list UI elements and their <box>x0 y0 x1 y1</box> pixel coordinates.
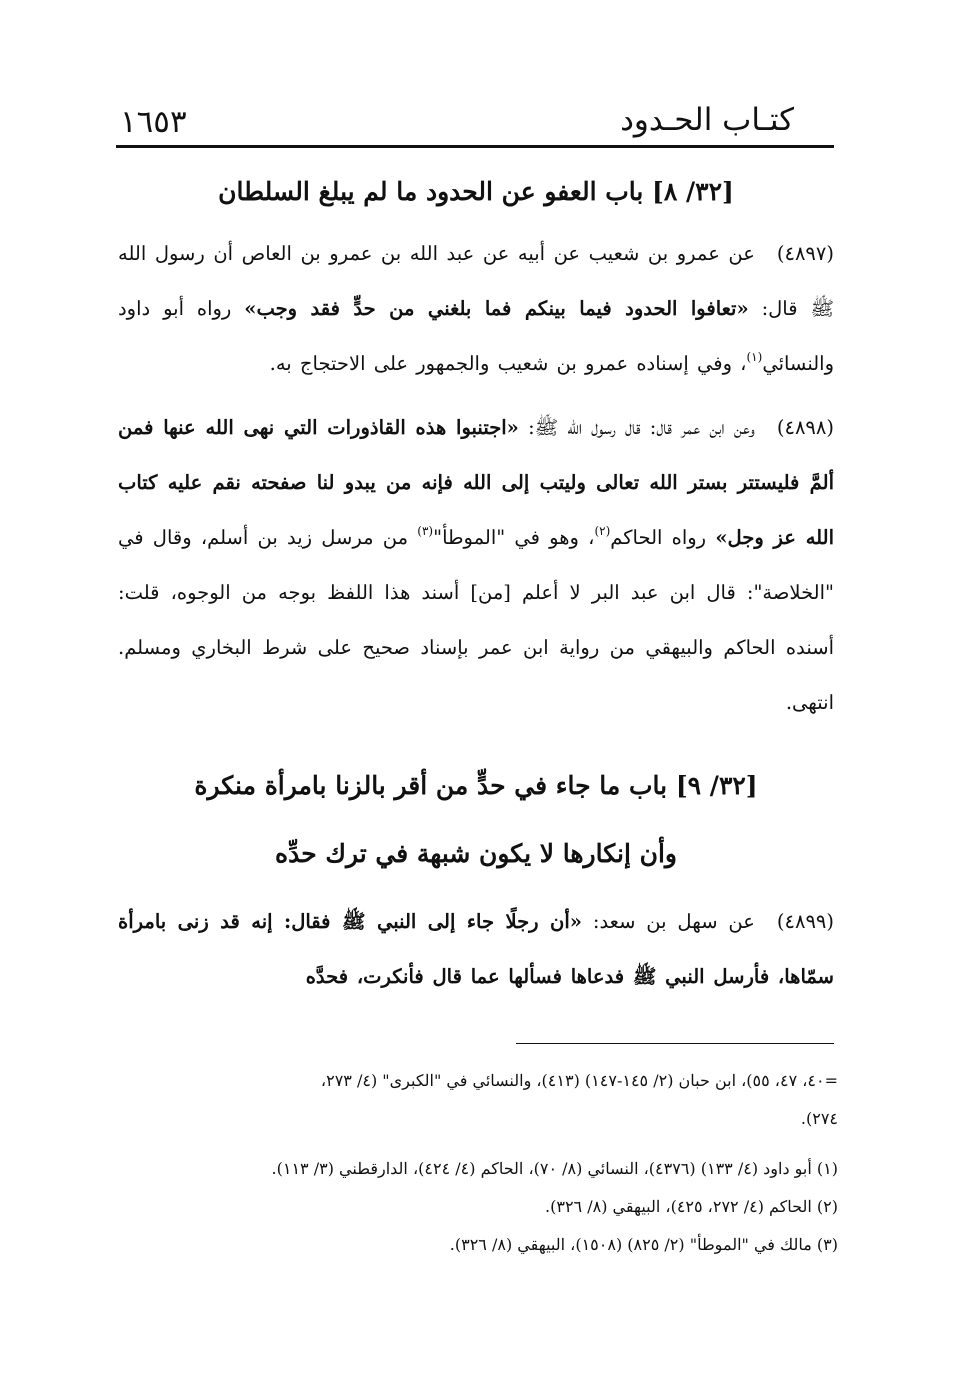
hadith-number: (٤٨٩٨) <box>776 416 834 439</box>
hadith-text: رواه أبو داود والنسائي <box>118 297 834 375</box>
hadith-4897 <box>118 226 834 391</box>
hadith-quote: «تعافوا الحدود فيما بينكم فما بلغني من حدٍّ فقد وجب» <box>244 297 749 320</box>
footnotes <box>118 1062 838 1264</box>
footnote-1: (١) أبو داود (٤/ ١٣٣) (٤٣٧٦)، النسائي (٨/ ٧٠)، الحاكم (٤/ ٤٢٤)، الدارقطني (٣/ ١١٣). <box>271 1159 838 1178</box>
footnote-ref-2[interactable]: (٢) <box>594 524 611 538</box>
hadith-text: عن سهل بن سعد: <box>592 910 755 933</box>
hadith-number: (٤٨٩٧) <box>776 242 834 265</box>
running-title: كتـاب الحـدود <box>620 102 794 138</box>
hadith-text: من مرسل زيد بن أسلم، وقال في "الخلاصة": قال ابن عبد البر لا أعلم [من] أسند هذا اللفظ بوجه من الوجوه، قلت: أسنده الحاكم والبيهقي من رواية ابن عمر بإسناد صحيح على شرط البخاري ومسلم. انتهى. <box>118 526 834 714</box>
footnote-3: (٣) مالك في "الموطأ" (٢/ ٨٢٥) (١٥٠٨)، البيهقي (٨/ ٣٢٦). <box>449 1235 838 1254</box>
section-heading-9-line-1: [٣٢/ ٩] باب ما جاء في حدٍّ من أقر بالزنا بامرأة منكرة <box>194 771 758 800</box>
hadith-text: ، وهو في "الموطأ" <box>433 526 595 549</box>
footnote-ref-1[interactable]: (١) <box>746 350 763 364</box>
hadith-text: وعن ابن عمر قال: قال رسول الله ﷺ: <box>528 416 755 439</box>
hadith-text: ، وفي إسناده عمرو بن شعيب والجمهور على الاحتجاج به. <box>269 352 747 375</box>
footnote-continuation: ٢٧٤). <box>800 1109 838 1128</box>
hadith-4899 <box>118 894 834 1004</box>
hadith-quote: «أن رجلًا جاء إلى النبي ﷺ فقال: إنه قد زنى بامرأة سمّاها، فأرسل النبي ﷺ فدعاها فسألها عما قال فأنكرت، فحدَّه <box>118 910 834 988</box>
section-heading-8: [٣٢/ ٨] باب العفو عن الحدود ما لم يبلغ السلطان <box>218 177 734 206</box>
running-head <box>112 100 834 144</box>
section-heading-9-line-2: وأن إنكارها لا يكون شبهة في ترك حدِّه <box>274 839 678 868</box>
hadith-number: (٤٨٩٩) <box>776 910 835 933</box>
header-rule <box>116 145 834 148</box>
footnote-rule <box>516 1043 834 1044</box>
page-number: ١٦٥٣ <box>120 104 187 140</box>
hadith-text: رواه الحاكم <box>610 526 707 549</box>
footnote-2: (٢) الحاكم (٤/ ٢٧٢، ٤٢٥)، البيهقي (٨/ ٣٢٦). <box>545 1197 838 1216</box>
footnote-continuation: =٤٠، ٤٧، ٥٥)، ابن حبان (٢/ ١٤٥-١٤٧) (٤١٣)، والنسائي في "الكبرى" (٤/ ٢٧٣، <box>320 1071 838 1090</box>
hadith-quote: «اجتنبوا هذه القاذورات التي نهى الله عنها فمن ألمَّ فليستتر بستر الله تعالى وليتب إلى الله فإنه من يبدو لنا صفحته نقم عليه كتاب الله عز وجل» <box>118 416 834 549</box>
footnote-ref-3[interactable]: (٣) <box>417 524 434 538</box>
hadith-text: عن عمرو بن شعيب عن أبيه عن عبد الله بن عمرو بن العاص أن رسول الله ﷺ قال: <box>118 242 834 320</box>
hadith-4898 <box>118 400 834 730</box>
